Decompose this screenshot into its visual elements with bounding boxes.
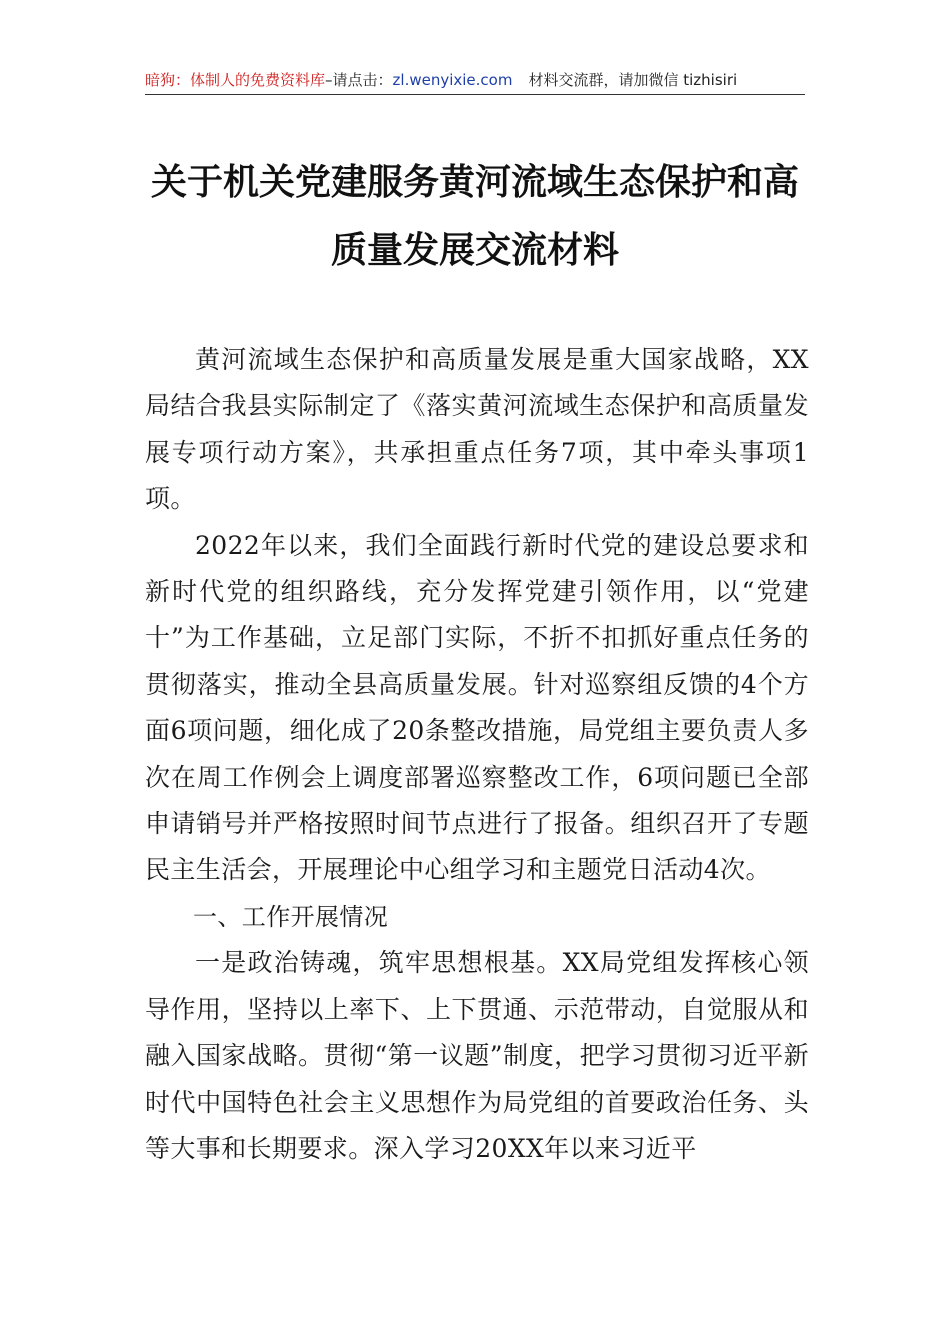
title-line-2: 质量发展交流材料 xyxy=(330,229,619,271)
header-brand: 暗狗：体制人的免费资料库 xyxy=(145,71,326,89)
header-prompt: –请点击： xyxy=(325,71,393,89)
document-title xyxy=(145,148,805,284)
header-contact: 材料交流群，请加微信 tizhisiri xyxy=(528,71,738,89)
section-paragraph: 一是政治铸魂，筑牢思想根基。XX局党组发挥核心领导作用，坚持以上率下、上下贯通、示范带动，自觉服从和融入国家战略。贯彻“第一议题”制度，把学习贯彻习近平新时代中国特色社会主义思想作为局党组的首要政治任务、头等大事和长期要求。深入学习20XX年以来习近平 xyxy=(145,948,809,1163)
paragraph-progress: 2022年以来，我们全面践行新时代党的建设总要求和新时代党的组织路线，充分发挥党建引领作用，以“党建十”为工作基础，立足部门实际，不折不扣抓好重点任务的贯彻落实，推动全县高质量发展。针对巡察组反馈的4个方面6项问题，细化成了20条整改措施，局党组主要负责人多次在周工作例会上调度部署巡察整改工作，6项问题已全部申请销号并严格按照时间节点进行了报备。组织召开了专题民主生活会，开展理论中心组学习和主题党日活动4次。 xyxy=(145,530,809,885)
document-body xyxy=(145,337,809,1172)
paragraph-intro: 黄河流域生态保护和高质量发展是重大国家战略，XX局结合我县实际制定了《落实黄河流域生态保护和高质量发展专项行动方案》，共承担重点任务7项，其中牵头事项1项。 xyxy=(145,345,809,514)
title-line-1: 关于机关党建服务黄河流域生态保护和高 xyxy=(150,161,799,203)
page-header xyxy=(145,66,805,95)
header-url-link[interactable]: zl.wenyixie.com xyxy=(392,71,513,89)
section-heading: 一、工作开展情况 xyxy=(193,902,389,931)
